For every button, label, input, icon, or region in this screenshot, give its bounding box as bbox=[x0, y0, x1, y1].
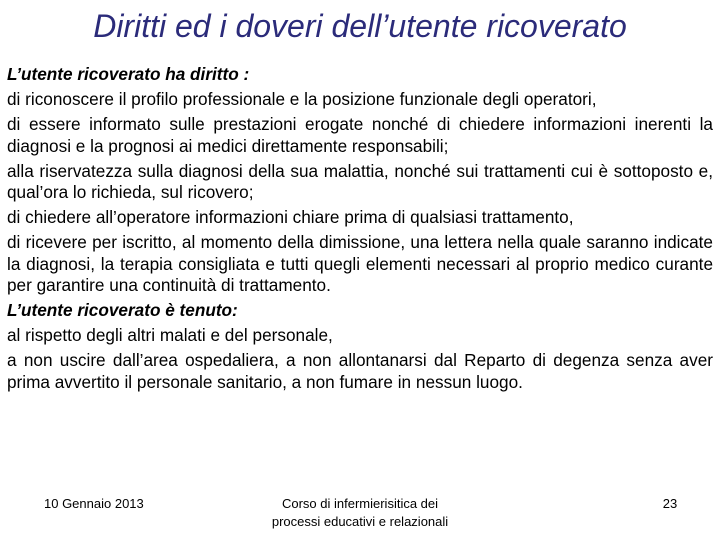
footer-course-line: processi educativi e relazionali bbox=[271, 514, 449, 529]
rights-item: di chiedere all’operatore informazioni chiare prima di qualsiasi trattamento, bbox=[7, 207, 574, 228]
footer-date: 10 Gennaio 2013 bbox=[44, 496, 144, 511]
slide-title: Diritti ed i doveri dell’utente ricoverato bbox=[93, 8, 627, 44]
rights-item: di ricevere per iscritto, al momento della dimissione, una lettera nella quale saranno indicate la diagnosi, la terapia consigliata e tutti quegli elementi necessari al proprio medico curante per garantire una continuità di trattamento. bbox=[7, 232, 713, 296]
footer-course bbox=[240, 495, 480, 531]
duties-item: a non uscire dall’area ospedaliera, a non allontanarsi dal Reparto di degenza senza aver prima avvertito il personale sanitario, a non fumare in nessun luogo. bbox=[7, 350, 713, 392]
footer-course-line: Corso di infermierisitica dei bbox=[281, 496, 439, 511]
rights-item: di riconoscere il profilo professionale e la posizione funzionale degli operatori, bbox=[7, 88, 597, 109]
duties-heading: L’utente ricoverato è tenuto: bbox=[7, 300, 238, 321]
rights-item: di essere informato sulle prestazioni erogate nonché di chiedere informazioni inerenti la diagnosi e la prognosi ai medici direttamente responsabili; bbox=[7, 113, 713, 156]
rights-heading: L’utente ricoverato ha diritto : bbox=[7, 64, 250, 84]
rights-item: alla riservatezza sulla diagnosi della sua malattia, nonché sui trattamenti cui è sottoposto e, qual’ora lo richieda, sul ricovero; bbox=[7, 160, 713, 203]
page-number: 23 bbox=[662, 496, 678, 511]
duties-item: al rispetto degli altri malati e del personale, bbox=[7, 325, 333, 346]
slide-body bbox=[7, 64, 713, 397]
